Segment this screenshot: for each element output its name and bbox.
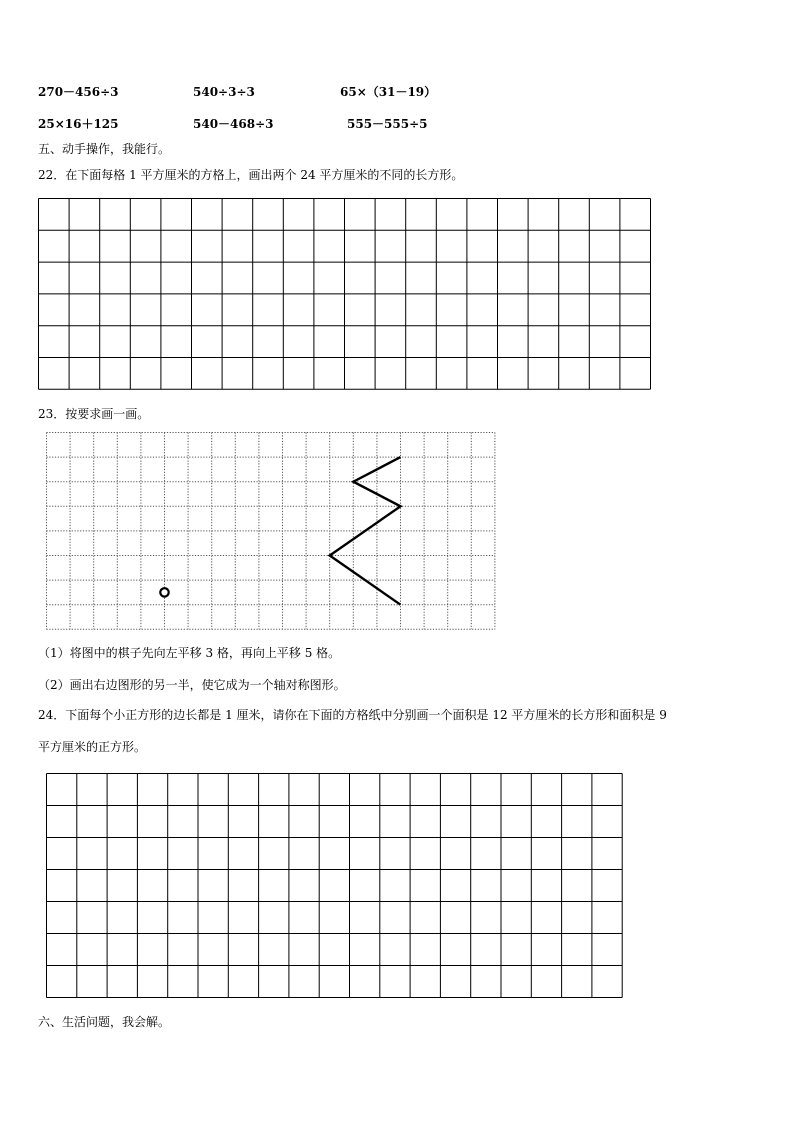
q23-grid[interactable] [46,432,502,632]
chess-piece [160,588,168,596]
calc-5: 540－468÷3 [193,117,274,131]
q24-grid[interactable] [46,773,624,999]
q23-sub1: （1）将图中的棋子先向左平移 3 格，再向上平移 5 格。 [38,646,341,660]
half-figure-zigzag [330,457,401,605]
q24-text-line2: 平方厘米的正方形。 [38,740,147,754]
q23-sub2: （2）画出右边图形的另一半，使它成为一个轴对称图形。 [38,678,346,692]
calc-2: 540÷3÷3 [193,85,255,99]
calc-6: 555－555÷5 [347,117,428,131]
calc-3: 65×（31－19） [340,85,437,99]
q22-text: 22．在下面每格 1 平方厘米的方格上，画出两个 24 平方厘米的不同的长方形。 [38,168,464,182]
q24-text-line1: 24．下面每个小正方形的边长都是 1 厘米，请你在下面的方格纸中分别画一个面积是 12 平方厘米的长方形和面积是 9 [38,708,667,722]
q22-grid[interactable] [38,198,652,390]
q23-text: 23．按要求画一画。 [38,407,150,421]
calc-4: 25×16＋125 [38,117,119,131]
section5-title: 五、动手操作，我能行。 [38,142,171,156]
calc-1: 270－456÷3 [38,85,119,99]
section6-title: 六、生活问题，我会解。 [38,1015,171,1029]
